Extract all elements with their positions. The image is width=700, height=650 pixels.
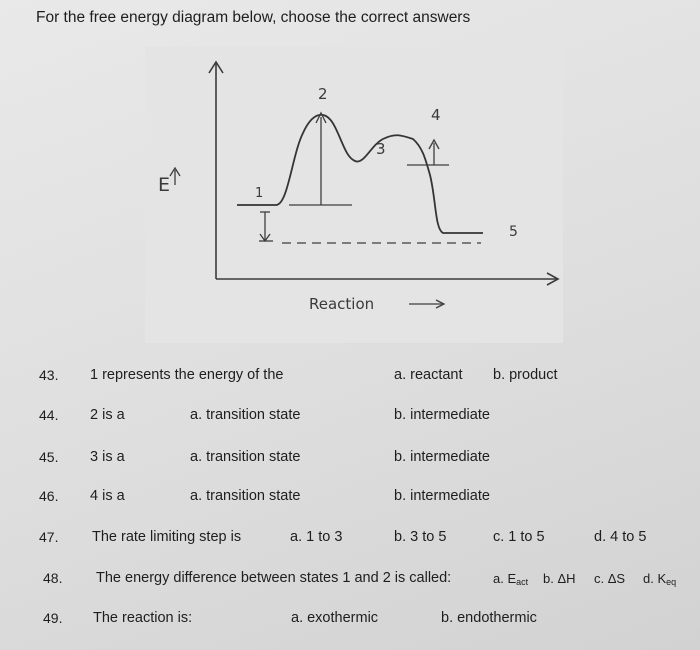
q47-option-a: a. 1 to 3 (290, 529, 343, 545)
q48-option-a (493, 571, 528, 587)
point-label-2: 2 (318, 85, 328, 103)
question-number-46: 46. (39, 488, 59, 504)
q47-option-c: c. 1 to 5 (493, 529, 545, 545)
question-text-46: 4 is a (90, 488, 125, 504)
q43-option-a: a. reactant (394, 367, 463, 383)
energy-axis-label: E (158, 174, 171, 196)
question-text-45: 3 is a (90, 449, 125, 465)
q45-option-a: a. transition state (190, 449, 301, 465)
q48-option-d-text: d. K (643, 571, 667, 586)
q43-option-b: b. product (493, 367, 558, 383)
question-number-48: 48. (43, 570, 63, 586)
q46-option-b: b. intermediate (394, 488, 490, 504)
point-label-4: 4 (431, 106, 441, 124)
q48-option-a-text: a. E (493, 571, 517, 586)
question-text-43: 1 represents the energy of the (90, 367, 284, 383)
q44-option-a: a. transition state (190, 407, 301, 423)
question-text-44: 2 is a (90, 407, 125, 423)
point-label-1: 1 (255, 186, 264, 201)
reaction-axis-label: Reaction (309, 295, 375, 313)
q47-option-d: d. 4 to 5 (594, 529, 647, 545)
q48-option-d (643, 571, 676, 587)
q47-option-b: b. 3 to 5 (394, 529, 447, 545)
page-title: For the free energy diagram below, choose the correct answers (36, 9, 471, 26)
question-number-44: 44. (39, 407, 59, 423)
question-number-47: 47. (39, 529, 59, 545)
question-number-49: 49. (43, 610, 63, 626)
q49-option-a: a. exothermic (291, 610, 379, 626)
q48-option-a-subscript: act (516, 577, 529, 587)
point-label-5: 5 (509, 224, 518, 240)
question-text-48: The energy difference between states 1 and 2 is called: (96, 570, 452, 586)
question-number-43: 43. (39, 367, 59, 383)
q48-option-d-subscript: eq (666, 577, 677, 587)
question-text-49: The reaction is: (93, 610, 193, 626)
q46-option-a: a. transition state (190, 488, 301, 504)
diagram-svg (145, 47, 563, 343)
free-energy-diagram (145, 47, 563, 343)
q48-option-b: b. ΔH (543, 571, 576, 586)
question-text-47: The rate limiting step is (92, 529, 242, 545)
question-number-45: 45. (39, 449, 59, 465)
q44-option-b: b. intermediate (394, 407, 490, 423)
q49-option-b: b. endothermic (441, 610, 537, 626)
point-label-3: 3 (376, 140, 386, 158)
q45-option-b: b. intermediate (394, 449, 490, 465)
energy-curve (237, 115, 483, 233)
q48-option-c: c. ΔS (594, 571, 626, 586)
